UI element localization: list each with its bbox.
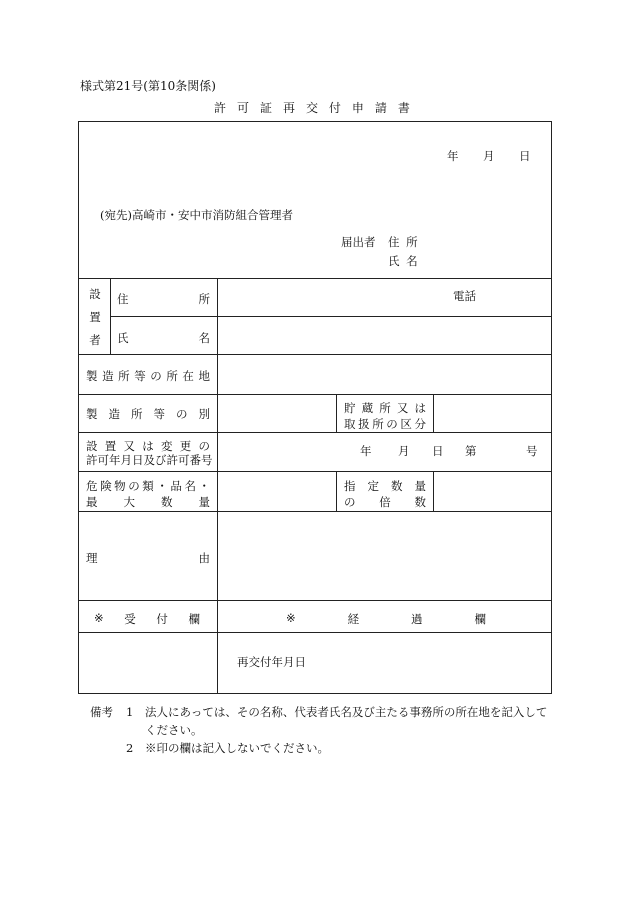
applicant-label: 届出者 bbox=[341, 235, 376, 249]
date-day-label: 日 bbox=[519, 149, 531, 163]
designated-label-line2: の 倍 数 bbox=[344, 495, 426, 509]
note-2-text: ※印の欄は記入しないでください。 bbox=[145, 741, 329, 755]
storage-label-line1: 貯 蔵 所 又 は bbox=[344, 401, 426, 415]
note-1-line1: 法人にあっては、その名称、代表者氏名及び主たる事務所の所在地を記入して bbox=[145, 705, 548, 719]
note-1-number: 1 bbox=[126, 705, 134, 719]
divider-installer-col bbox=[110, 278, 111, 354]
notes-heading: 備考 bbox=[90, 705, 113, 719]
date-year-label: 年 bbox=[447, 149, 459, 163]
permit-label-line1: 設 置 又 は 変 更 の bbox=[86, 439, 210, 453]
permit-no-label: 第 bbox=[465, 444, 477, 458]
storage-label-line2: 取 扱 所 の 区 分 bbox=[344, 417, 426, 431]
reason-label: 理 由 bbox=[86, 551, 210, 565]
divider-header bbox=[78, 278, 552, 279]
form-title-text: 許 可 証 再 交 付 申 請 書 bbox=[214, 101, 410, 115]
permit-year-label: 年 bbox=[360, 444, 372, 458]
divider-location bbox=[78, 394, 552, 395]
note-1-line2: ください。 bbox=[145, 723, 203, 737]
divider-type bbox=[78, 432, 552, 433]
permit-go-label: 号 bbox=[526, 444, 538, 458]
applicant-address-label: 住 所 bbox=[388, 235, 418, 249]
permit-month-label: 月 bbox=[398, 444, 410, 458]
reissue-date-label: 再交付年月日 bbox=[237, 655, 306, 669]
installer-label: 設 置 者 bbox=[89, 287, 101, 347]
divider-label-col bbox=[217, 278, 218, 694]
divider-hazard bbox=[78, 511, 552, 512]
name-label: 氏 名 bbox=[117, 331, 210, 345]
divider-permit bbox=[78, 471, 552, 472]
note-2-number: 2 bbox=[126, 741, 134, 755]
phone-label: 電話 bbox=[453, 289, 476, 303]
reception-label: ※ 受 付 欄 bbox=[94, 611, 200, 626]
type-label: 製 造 所 等 の 別 bbox=[86, 407, 210, 421]
divider-address bbox=[110, 316, 552, 317]
permit-day-label: 日 bbox=[432, 444, 444, 458]
hazard-label-line1: 危 険 物 の 類 ・ 品 名 ・ bbox=[86, 479, 210, 493]
divider-storage-left bbox=[336, 394, 337, 432]
divider-designated-left bbox=[336, 471, 337, 511]
form-number: 様式第21号(第10条関係) bbox=[80, 79, 216, 93]
location-label: 製 造 所 等 の 所 在 地 bbox=[86, 369, 210, 383]
hazard-label-line2: 最 大 数 量 bbox=[86, 495, 210, 509]
progress-label: ※ 経 過 欄 bbox=[286, 611, 486, 626]
permit-label-line2: 許可年月日及び許可番号 bbox=[86, 453, 213, 467]
address-label: 住 所 bbox=[117, 292, 210, 306]
applicant-name-label: 氏 名 bbox=[388, 254, 418, 268]
designated-label-line1: 指 定 数 量 bbox=[344, 479, 426, 493]
divider-reason bbox=[78, 600, 552, 601]
date-month-label: 月 bbox=[483, 149, 495, 163]
form-title bbox=[214, 99, 410, 116]
divider-storage-right bbox=[433, 394, 434, 432]
addressee: (宛先)高崎市・安中市消防組合管理者 bbox=[100, 208, 293, 222]
divider-reception bbox=[78, 632, 552, 633]
divider-installer bbox=[78, 354, 552, 355]
divider-designated-right bbox=[433, 471, 434, 511]
